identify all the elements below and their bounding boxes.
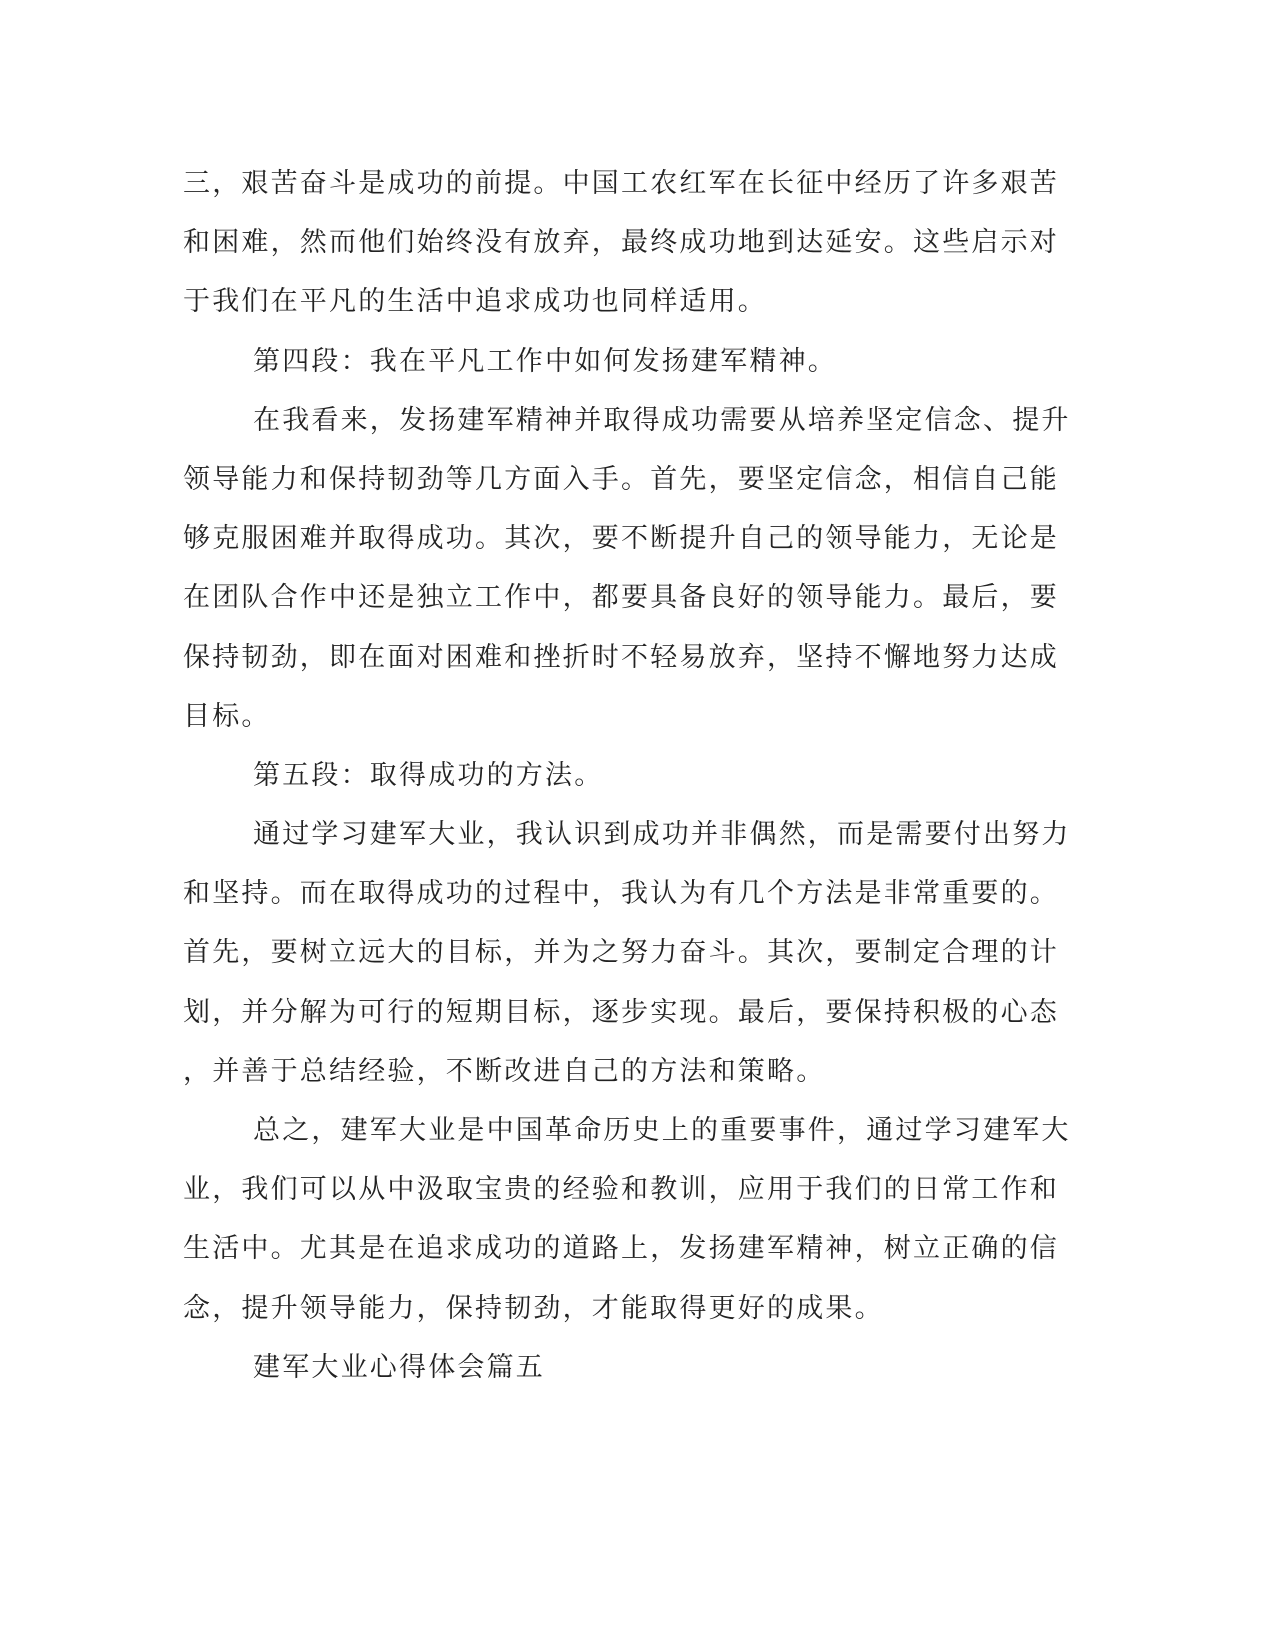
- conclusion-line-3: 生活中。尤其是在追求成功的道路上，发扬建军精神，树立正确的信: [183, 1233, 1059, 1265]
- conclusion-line-1: 总之，建军大业是中国革命历史上的重要事件，通过学习建军大: [253, 1115, 1071, 1146]
- section-4-line-4: 在团队合作中还是独立工作中，都要具备良好的领导能力。最后，要: [183, 582, 1059, 614]
- section-4-line-6: 目标。: [183, 700, 271, 732]
- paragraph-3-line-1: 三，艰苦奋斗是成功的前提。中国工农红军在长征中经历了许多艰苦: [183, 168, 1059, 199]
- section-4-heading: 第四段：我在平凡工作中如何发扬建军精神。: [253, 345, 837, 377]
- section-5-line-4: 划，并分解为可行的短期目标，逐步实现。最后，要保持积极的心态: [183, 996, 1059, 1028]
- paragraph-3-line-3: 于我们在平凡的生活中追求成功也同样适用。: [183, 286, 767, 318]
- section-5-heading: 第五段：取得成功的方法。: [253, 759, 604, 791]
- next-article-title: 建军大业心得体会篇五: [253, 1351, 545, 1383]
- paragraph-3-line-2: 和困难，然而他们始终没有放弃，最终成功地到达延安。这些启示对: [183, 227, 1059, 259]
- section-5-line-2: 和坚持。而在取得成功的过程中，我认为有几个方法是非常重要的。: [183, 878, 1059, 910]
- section-4-line-5: 保持韧劲，即在面对困难和挫折时不轻易放弃，坚持不懈地努力达成: [183, 641, 1059, 673]
- section-4-line-2: 领导能力和保持韧劲等几方面入手。首先，要坚定信念，相信自己能: [183, 463, 1059, 495]
- section-4-line-1: 在我看来，发扬建军精神并取得成功需要从培养坚定信念、提升: [253, 404, 1071, 436]
- section-5-line-3: 首先，要树立远大的目标，并为之努力奋斗。其次，要制定合理的计: [183, 937, 1059, 969]
- body-text: [183, 154, 1071, 1397]
- section-5-line-5: ，并善于总结经验，不断改进自己的方法和策略。: [183, 1055, 826, 1087]
- conclusion-line-2: 业，我们可以从中汲取宝贵的经验和教训，应用于我们的日常工作和: [183, 1174, 1059, 1206]
- conclusion-line-4: 念，提升领导能力，保持韧劲，才能取得更好的成果。: [183, 1292, 884, 1324]
- section-4-line-3: 够克服困难并取得成功。其次，要不断提升自己的领导能力，无论是: [183, 523, 1059, 555]
- section-5-line-1: 通过学习建军大业，我认识到成功并非偶然，而是需要付出努力: [253, 819, 1071, 851]
